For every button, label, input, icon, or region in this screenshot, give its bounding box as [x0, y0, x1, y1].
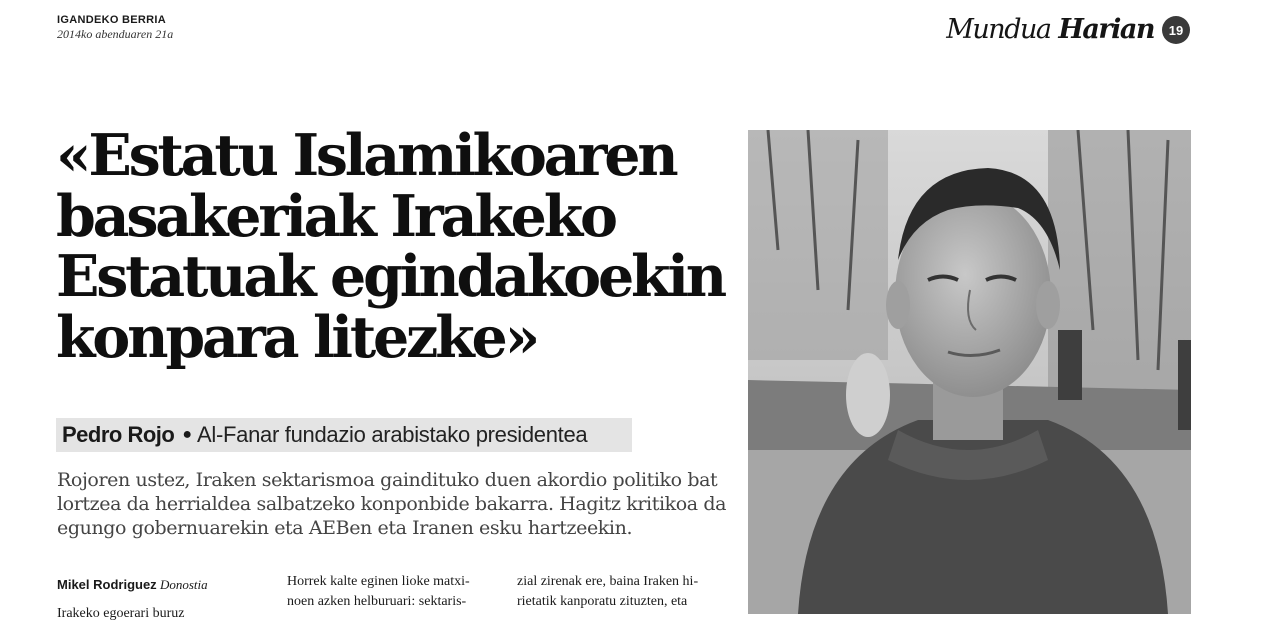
portrait-image	[748, 130, 1191, 614]
section-title	[946, 14, 1154, 46]
body-column-1	[57, 604, 272, 624]
bullet-icon: ●	[182, 426, 193, 443]
publication-name: IGANDEKO BERRIA	[57, 14, 167, 26]
page-number-badge: 19	[1162, 16, 1190, 44]
headline	[56, 122, 736, 371]
publication-date: 2014ko abenduaren 21a	[57, 27, 174, 41]
body-line: rietatik kanporatu zituzten, eta	[517, 594, 688, 609]
body-line: Irakeko egoerari buruz	[57, 606, 185, 621]
author-credit	[57, 577, 208, 593]
article-summary: Rojoren ustez, Iraken sektarismoa gaindituko duen akordio politiko bat lortzea da herrialdea salbatzeko konponbide bakarra. Hagitz kritikoa da egungo gobernuarekin eta AEBen eta Iranen esku hartzeekin.	[57, 469, 727, 539]
section-title-part2: Harian	[1058, 14, 1154, 45]
headline-line: konpara litezke»	[56, 303, 538, 371]
body-column-3	[517, 572, 732, 612]
body-line: Horrek kalte eginen lioke matxi-	[287, 574, 470, 589]
masthead	[57, 14, 173, 41]
body-column-2	[287, 572, 502, 612]
section-header	[946, 14, 1190, 46]
interviewee-byline	[56, 418, 632, 452]
body-line: noen azken helburuari: sektaris-	[287, 594, 467, 609]
headline-line: Estatuak egindakoekin	[56, 243, 725, 310]
interviewee-name: Pedro Rojo	[62, 422, 175, 447]
headline-line: «Estatu Islamikoaren	[56, 122, 676, 189]
body-line: zial zirenak ere, baina Iraken hi-	[517, 574, 699, 589]
section-title-part1: Mundua	[946, 14, 1051, 45]
author-location: Donostia	[159, 577, 208, 592]
interviewee-photo	[748, 130, 1191, 614]
interviewee-role: Al-Fanar fundazio arabistako presidentea	[197, 422, 588, 447]
author-name: Mikel Rodriguez	[57, 577, 157, 592]
headline-line: basakeriak Irakeko	[56, 182, 615, 250]
